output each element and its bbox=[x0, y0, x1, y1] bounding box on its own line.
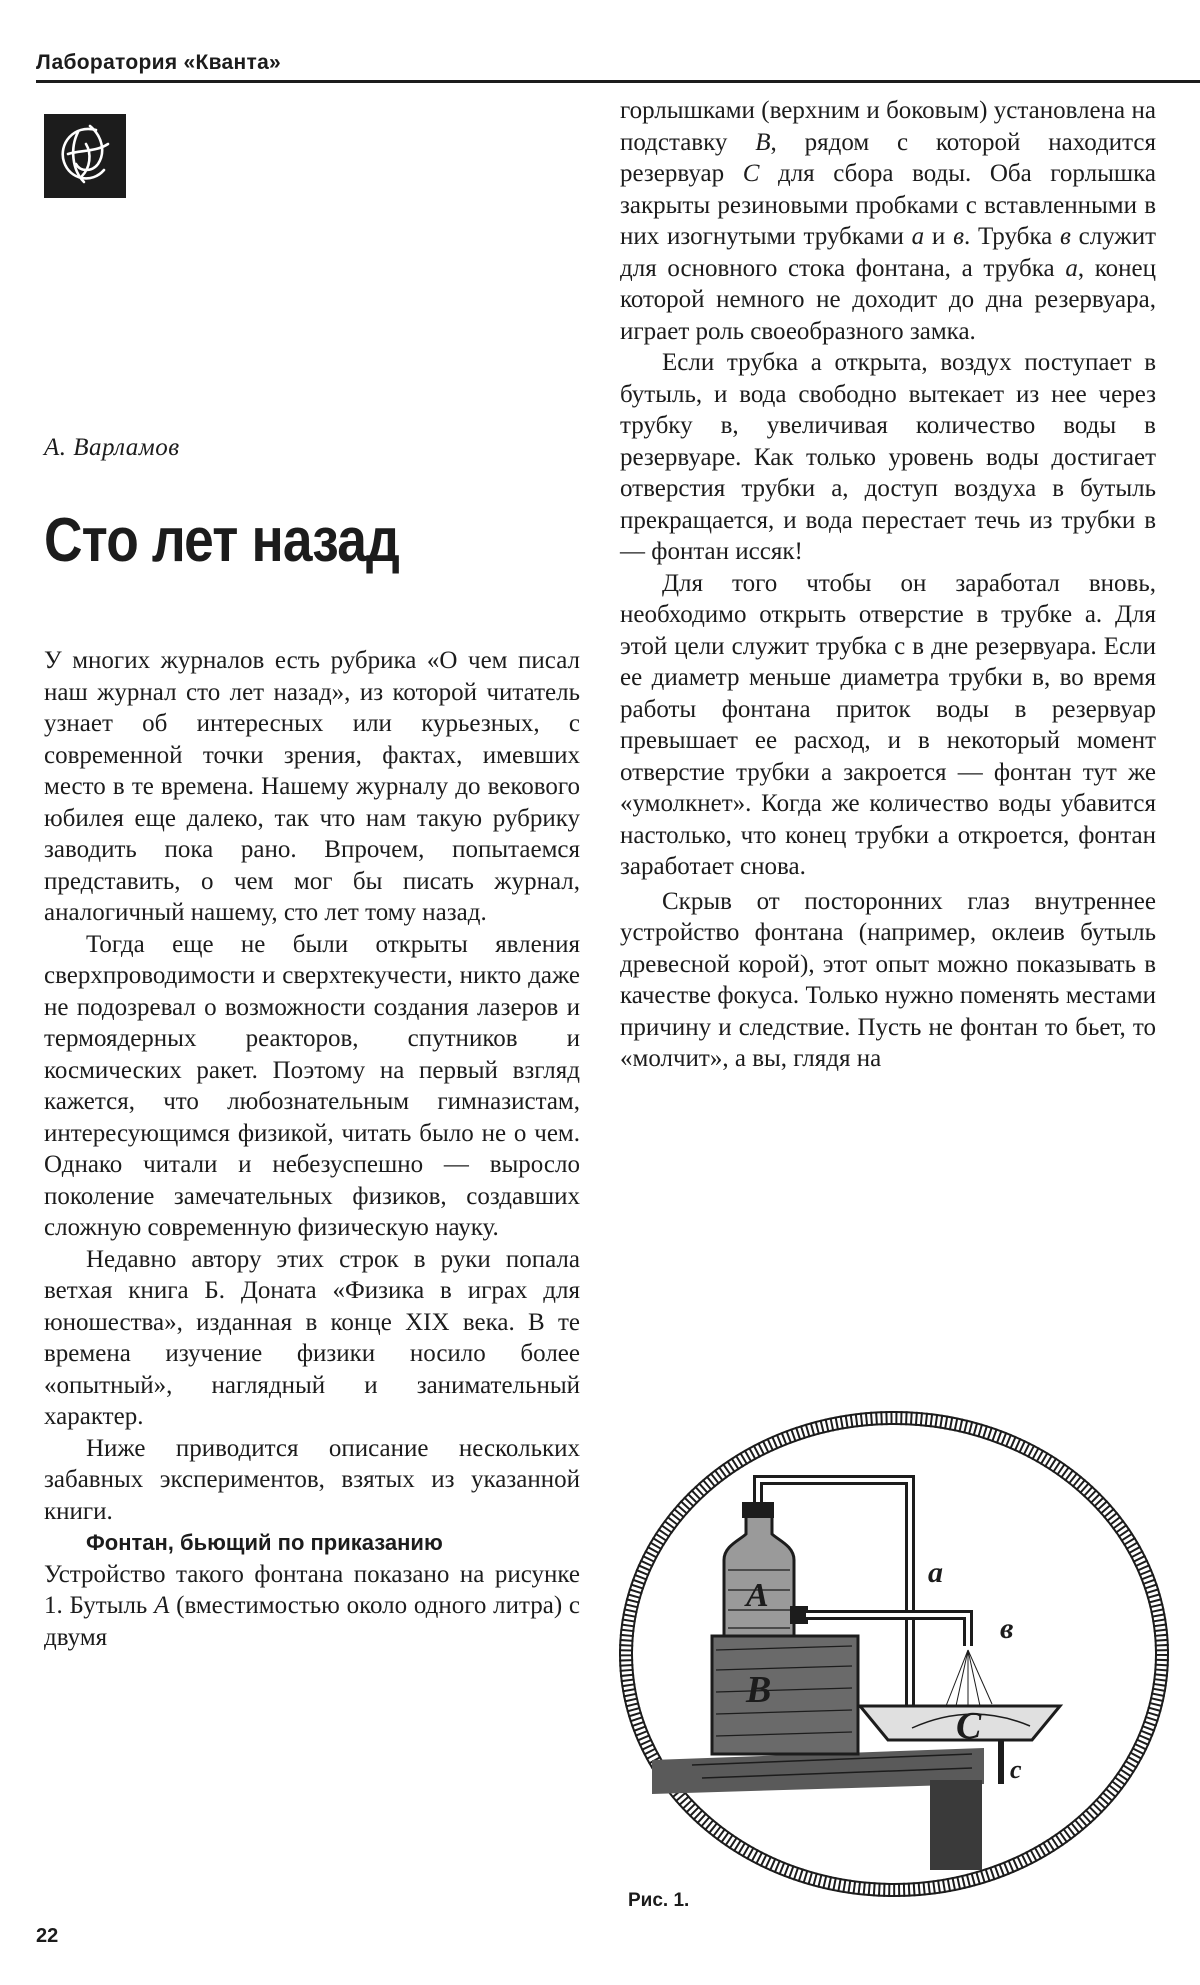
paragraph bbox=[44, 1559, 580, 1654]
section-header: Лаборатория «Кванта» bbox=[36, 51, 282, 74]
label-v: в bbox=[1000, 1612, 1014, 1645]
paragraph-start: Устройство такого фонтана показано на рисунке 1. Бутыль A (вместимостью около одного литра) с двумя bbox=[44, 1560, 580, 1651]
label-c: c bbox=[1010, 1755, 1022, 1784]
paragraph: У многих журналов есть рубрика «О чем писал наш журнал сто лет назад», из которой читатель узнает об интересных или курьезных, с современной точки зрения, фактах, имевших место в те времена. Нашему журналу до векового юбилея еще далеко, так что нам такую рубрику заводить пока рано. Впрочем, попытаемся представить, о чем мог бы писать журнал, аналогичный нашему, сто лет тому назад. bbox=[44, 647, 580, 926]
label-B: B bbox=[746, 1669, 772, 1711]
section-heading: Фонтан, бьющий по приказанию bbox=[86, 1530, 443, 1555]
label-A: A bbox=[746, 1577, 769, 1614]
section-logo-icon bbox=[44, 114, 126, 198]
paragraph: Тогда еще не были открыты явления сверхпроводимости и сверхтекучести, никто даже не подозревал о возможности создания лазеров и термоядерных реакторов, спутников и космических ракет. Поэтому на первый взгляд кажется, что любознательным гимназистам, интересующимся физикой, читать было не о чем. Однако читали и небезуспешно — выросло поколение замечательных физиков, создавших сложную современную физическую науку. bbox=[44, 930, 580, 1241]
label-C: C bbox=[956, 1705, 982, 1747]
page-number: 22 bbox=[36, 1925, 59, 1947]
article-title: Сто лет назад bbox=[44, 506, 399, 575]
paragraph: Недавно автору этих строк в руки попала ветхая книга Б. Доната «Физика в играх для юношества», изданная в конце XIX века. В те времена изучение физики носило более «опытный», наглядный и занимательный характер. bbox=[44, 1245, 580, 1430]
fountain-figure bbox=[612, 1410, 1172, 1898]
right-column bbox=[620, 95, 1156, 1075]
paragraph-continued: горлышками (верхним и боковым) установлена на подставку B, рядом с которой находится резервуар C для сбора воды. Оба горлышка закрыты резиновыми пробками с вставленными в них изогнутыми трубками a и в. Трубка в служит для основного стока фонтана, а трубка a, конец которой немного не доходит до дна резервуара, играет роль своеобразного замка. bbox=[620, 97, 1157, 345]
label-a: a bbox=[928, 1556, 943, 1589]
figure-caption: Рис. 1. bbox=[628, 1890, 690, 1911]
left-column bbox=[44, 645, 580, 1653]
paragraph: Скрыв от посторонних глаз внутреннее устройство фонтана (например, оклеив бутыль древесной корой), этот опыт можно показывать в качестве фокуса. Только нужно поменять местами причину и следствие. Пусть не фонтан то бьет, то «молчит», а вы, глядя на bbox=[620, 887, 1156, 1072]
author-name: А. Варламов bbox=[44, 434, 180, 461]
paragraph: Для того чтобы он заработал вновь, необходимо открыть отверстие в трубке a. Для этой цели служит трубка c в дне резервуара. Если ее диаметр меньше диаметра трубки в, во время работы фонтана приток воды в резервуар превышает ее расход, и в некоторый момент отверстие трубки a закроется — фонтан тут же «умолкнет». Когда же количество воды убавится настолько, что конец трубки a откроется, фонтан заработает снова. bbox=[620, 569, 1156, 880]
header-rule bbox=[36, 80, 1200, 83]
paragraph: Ниже приводится описание нескольких забавных экспериментов, взятых из указанной книги. bbox=[44, 1434, 580, 1525]
paragraph: Если трубка a открыта, воздух поступает в бутыль, и вода свободно вытекает из нее через трубку в, увеличивая количество воды в резервуаре. Как только уровень воды достигает отверстия трубки a, доступ воздуха в бутыль прекращается, и вода перестает течь из трубки в — фонтан иссяк! bbox=[620, 349, 1156, 565]
